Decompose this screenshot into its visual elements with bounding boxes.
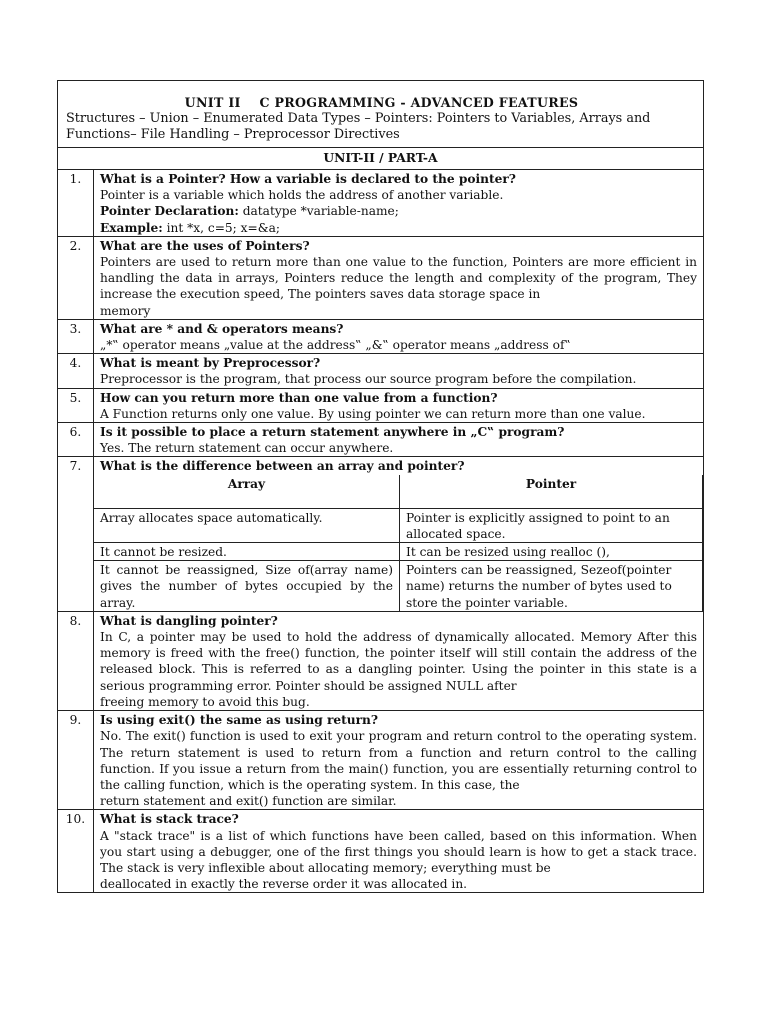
comparison-header-row bbox=[94, 475, 703, 509]
comparison-row bbox=[94, 561, 703, 612]
question-bank-page bbox=[57, 80, 704, 893]
answer-text: In C, a pointer may be used to hold the address of dynamically allocated. Memory After this memory is freed with the free() function, the pointer itself will still contain the address of the released block. This is referred to as a dangling pointer. Using the pointer in this state is a serious programming error. Pointer should be assigned NULL after bbox=[100, 630, 697, 693]
question-number: 7. bbox=[58, 457, 94, 611]
question-number: 4. bbox=[58, 354, 94, 388]
comparison-row bbox=[94, 543, 703, 561]
question-text: What are * and & operators means? bbox=[100, 321, 344, 336]
question-row bbox=[58, 319, 704, 353]
question-row bbox=[58, 388, 704, 422]
part-heading: UNIT-II / PART-A bbox=[58, 148, 704, 170]
comparison-table bbox=[93, 475, 703, 612]
question-text: What are the uses of Pointers? bbox=[100, 238, 310, 253]
question-row bbox=[58, 354, 704, 388]
question-row bbox=[58, 236, 704, 319]
pointer-cell: It can be resized using realloc (), bbox=[400, 543, 703, 561]
answer-text-last: freeing memory to avoid this bug. bbox=[100, 694, 310, 709]
question-number: 10. bbox=[58, 810, 94, 893]
question-number: 3. bbox=[58, 319, 94, 353]
unit-header bbox=[58, 81, 704, 148]
question-table bbox=[57, 80, 704, 893]
question-number: 5. bbox=[58, 388, 94, 422]
question-row bbox=[58, 457, 704, 611]
question-row bbox=[58, 810, 704, 893]
question-row bbox=[58, 170, 704, 237]
question-text: What is stack trace? bbox=[100, 812, 239, 827]
question-cell bbox=[94, 388, 704, 422]
question-text: Is using exit() the same as using return? bbox=[100, 713, 379, 728]
answer-text: Preprocessor is the program, that process our source program before the compilation. bbox=[100, 372, 637, 387]
question-cell bbox=[94, 711, 704, 810]
answer-declaration: Pointer Declaration: datatype *variable-name; bbox=[100, 204, 399, 219]
question-number: 8. bbox=[58, 611, 94, 710]
unit-header-row bbox=[58, 81, 704, 148]
column-header-array: Array bbox=[94, 475, 400, 509]
answer-text-last: deallocated in exactly the reverse order it was allocated in. bbox=[100, 877, 468, 892]
question-cell bbox=[94, 611, 704, 710]
question-cell bbox=[94, 170, 704, 237]
question-cell bbox=[94, 236, 704, 319]
pointer-cell: Pointers can be reassigned, Sezeof(pointer name) returns the number of bytes used to store the pointer variable. bbox=[400, 561, 703, 612]
part-heading-row bbox=[58, 148, 704, 170]
question-text: What is dangling pointer? bbox=[100, 613, 278, 628]
question-cell bbox=[94, 810, 704, 893]
question-cell bbox=[94, 457, 704, 611]
question-cell bbox=[94, 354, 704, 388]
answer-text: Yes. The return statement can occur anywhere. bbox=[100, 441, 394, 456]
comparison-row bbox=[94, 508, 703, 542]
question-text: How can you return more than one value from a function? bbox=[100, 390, 498, 405]
answer-text-last: memory bbox=[100, 303, 151, 318]
question-row bbox=[58, 423, 704, 457]
answer-text: No. The exit() function is used to exit your program and return control to the operating system. The return statement is used to return from a function and return control to the calling function. If you issue a return from the main() function, you are essentially returning control to the calling function, which is the operating system. In this case, the bbox=[100, 729, 697, 792]
question-cell bbox=[94, 423, 704, 457]
question-text: What is meant by Preprocessor? bbox=[100, 356, 321, 371]
answer-text-last: return statement and exit() function are similar. bbox=[100, 794, 397, 809]
pointer-cell: Pointer is explicitly assigned to point to an allocated space. bbox=[400, 508, 703, 542]
question-cell bbox=[94, 319, 704, 353]
answer-text: Pointers are used to return more than one value to the function, Pointers are more efficient in handling the data in arrays, Pointers reduce the length and complexity of the program, They increase the execution speed, The pointers saves data storage space in bbox=[100, 255, 697, 302]
question-number: 2. bbox=[58, 236, 94, 319]
question-number: 1. bbox=[58, 170, 94, 237]
unit-topics: Structures – Union – Enumerated Data Types – Pointers: Pointers to Variables, Arrays and Functions– File Handling – Preprocessor Directives bbox=[66, 111, 651, 142]
question-number: 9. bbox=[58, 711, 94, 810]
question-number: 6. bbox=[58, 423, 94, 457]
question-text: What is a Pointer? How a variable is declared to the pointer? bbox=[100, 172, 516, 186]
answer-text: A Function returns only one value. By using pointer we can return more than one value. bbox=[100, 406, 646, 421]
answer-text: „*‟ operator means „value at the address‟ „&‟ operator means „address of‟ bbox=[100, 338, 571, 353]
question-row bbox=[58, 711, 704, 810]
answer-text: A "stack trace" is a list of which functions have been called, based on this information. When you start using a debugger, one of the first things you should learn is how to get a stack trace. The stack is very inflexible about allocating memory; everything must be bbox=[100, 828, 697, 875]
array-cell: Array allocates space automatically. bbox=[94, 508, 400, 542]
question-text: Is it possible to place a return statement anywhere in „C‟ program? bbox=[100, 425, 565, 440]
question-text: What is the difference between an array and pointer? bbox=[100, 459, 465, 474]
column-header-pointer: Pointer bbox=[400, 475, 703, 509]
answer-example: Example: int *x, c=5; x=&a; bbox=[100, 220, 280, 235]
answer-text: Pointer is a variable which holds the address of another variable. bbox=[100, 188, 504, 203]
unit-title: UNIT II C PROGRAMMING - ADVANCED FEATURES bbox=[184, 95, 579, 110]
array-cell: It cannot be resized. bbox=[94, 543, 400, 561]
array-cell: It cannot be reassigned, Size of(array name) gives the number of bytes occupied by the array. bbox=[94, 561, 400, 612]
question-row bbox=[58, 611, 704, 710]
